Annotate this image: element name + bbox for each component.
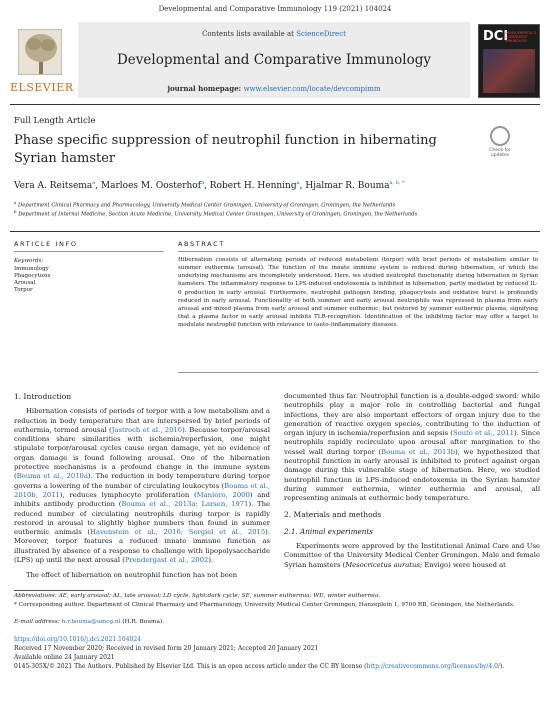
keywords-label: Keywords: [14,258,44,264]
keyword: Arousal [14,280,36,286]
text-run: Mesocricetus auratus [345,560,420,569]
journal-cover[interactable] [478,24,540,98]
left-column [14,392,270,581]
author-affiliation-marker[interactable]: a [201,180,205,186]
text-run: ) and inhibits antibody production ( [14,490,271,509]
citation-link[interactable]: Bouma et al., 2010b, 2011 [14,481,270,499]
affiliation-text: Department Clinical Pharmacy and Pharmacology, University Medical Center Groningen, University of Groningen, Groningen, the Netherlands [18,202,396,209]
cover-subtitle: DEVELOPMENTAL & COMPARATIVE IMMUNOLOGY [505,31,537,43]
contents-prefix: Contents lists available at [202,30,297,38]
author-name[interactable]: Robert H. Henning [209,181,297,191]
citation-link[interactable]: Maniero, 2000 [196,490,250,499]
received-dates: Received 17 November 2020; Received in revised form 20 January 2021; Accepted 20 January 2021 [14,645,319,652]
text-run: ), reduces lymphocyte proliferation ( [59,490,197,499]
publisher-logo[interactable] [10,27,74,97]
abbreviations-footnote [14,593,540,601]
check-updates-label: Check for updates [489,148,511,158]
keyword: Phagocytosis [14,273,51,279]
author-affiliation-marker[interactable]: a [296,180,300,186]
doi-text[interactable]: https://doi.org/10.1016/j.dci.2021.104024 [14,636,142,643]
text-run: ). Because torpor/arousal conditions share similarities with ischemia/reperfusion, one might stipulate torpor/arousal cycles cause organ damage, yet no evidence of organ damage is found following arousal. One of the hibernation protective mechanisms is a profound change in the immune system ( [14,425,270,481]
copyright-line [14,663,540,671]
article-info-heading: ARTICLE INFO [14,240,78,248]
cover-logo: DCI [483,29,509,44]
front-matter-rule [10,231,540,232]
author-affiliation-marker[interactable]: a, b, * [389,180,405,186]
journal-masthead [10,22,540,102]
citation-link[interactable]: Bouma et al., 2013b [381,447,456,456]
article-type: Full Length Article [14,116,96,126]
email-label: E-mail address: [14,619,62,625]
subsection-heading-animal-experiments: 2.1. Animal experiments [284,526,373,536]
email-suffix: (H.R. Bouma). [120,619,165,625]
citation-link[interactable]: Bouma et al., 2013a; Larsen, 1971 [121,500,249,509]
homepage-label: journal homepage: [167,84,244,93]
license-link[interactable]: http://creativecommons.org/licenses/by/4.0/ [366,663,501,670]
text-run: documented thus far. Neutrophil function is a double-edged sword: while neutrophils play a major role in controlling bacterial and fungal infections, they are also important effectors of organ injury due to the generation of reactive oxygen species, contributing to the induction of organ injury in ischemia/reperfusion and sepsis ( [284,392,540,438]
publisher-name: ELSEVIER [10,81,74,94]
body-paragraph [284,392,540,504]
section-heading-methods: 2. Materials and methods [284,509,382,519]
keyword: Immunology [14,266,49,272]
text-run: ). [208,556,214,565]
sciencedirect-link[interactable]: ScienceDirect [296,30,346,38]
section-heading-introduction: 1. Introduction [14,392,72,401]
abbreviations-text: Abbreviations: AE, early arousal; AL, late arousal; LD cycle, light:dark cycle; SE, summer euthermia; WE, winter euthermia. [14,593,381,599]
elsevier-tree-icon [18,29,62,75]
doi-link[interactable] [14,636,540,644]
text-run: ), we hypothesized that neutrophil function in early arousal is inhibited to protect against organ damage during this vulnerable stage of hibernation. Here, we studied neutrophil function in LPS-induced endotoxemia in the Syrian hamster during summer euthermia, winter euthermia and arousal, all representing animals at euthermic body temperature. [284,447,540,503]
journal-title[interactable]: Developmental and Comparative Immunology [116,52,432,68]
article-info-rule [14,251,164,252]
copyright-suffix: ). [500,663,505,670]
author-list: Vera A. Reitsema$^a$, Marloes M. Oosterhof$^a$, Robert H. Henning$^a$, Hjalmar R. Bouma$^{a, b, *}$ [14,180,405,191]
corresponding-footnote: * Corresponding author. Department of Clinical Pharmacy and Pharmacology, University Medical Center Groningen, Hanzeplein 1, 9700 RB, Groningen, the Netherlands. [14,602,515,608]
cover-image [483,49,535,93]
text-run: ). Since neutrophils rapidly recirculate upon arousal after margination to the vessel wall during torpor ( [284,429,540,456]
check-updates-badge[interactable] [482,126,518,164]
author-name[interactable]: Vera A. Reitsema [14,181,93,191]
check-updates-icon [490,126,510,146]
citation-link[interactable]: Prendergast et al., 2002 [124,556,209,565]
copyright-text: 0145-305X/© 2021 The Authors. Published by Elsevier Ltd. This is an open access article under the CC BY license ( [14,663,367,670]
email-link[interactable]: h.r.bouma@umcg.nl [61,619,121,625]
right-column [284,392,540,570]
author-name[interactable]: Hjalmar R. Bouma [305,181,390,191]
abstract-text: Hibernation consists of alternating periods of reduced metabolism (torpor) with brief periods of metabolism similar to summer euthermia (arousal). The function of the innate immune system is reduced during hibernation, of which the underlying mechanisms are incompletely understood. Here, we studied neutrophil functionality during hibernation in Syrian hamsters. The inflammatory response to LPS-induced endotoxemia is inhibited in hibernation, partly mediated by reduced IL-6 production in early arousal. Furthermore, neutrophil pathogen binding, phagocytosis and oxidative burst is profoundly reduced in early arousal. Functionality of both summer and early arousal neutrophils was repressed in plasma from early arousal and mixed plasma from early arousal and summer euthermic, but restored by summer euthermic plasma, signifying that a plasma factor in early arousal inhibits TLR-recognition. Identification of the inhibiting factor may offer a target to modulate neutrophil function with relevance to (auto-)inflammatory diseases. [178,257,538,329]
homepage-link[interactable]: www.elsevier.com/locate/devcompimm [243,85,381,93]
keyword: Torpor [14,287,33,293]
citation-link[interactable]: Havenstein et al., 2016; Sergiel et al., 2015 [90,528,266,537]
text-run: ). The reduction in body temperature during torpor governs a lowering of the number of circulating leukocytes ( [14,472,270,490]
affiliation-text: Department of Internal Medicine, Section Acute Medicine, University Medical Center Groningen, University of Groningen, Groningen, the Netherlands [18,211,418,218]
affiliation [14,209,534,218]
affiliation-marker: b [14,209,17,214]
citation-link[interactable]: Bouma et al., 2010a [16,472,88,481]
citation-link[interactable]: Jastroch et al., 2016 [111,425,183,434]
article-title: Phase specific suppression of neutrophil function in hibernating Syrian hamster [14,133,437,166]
intro-paragraph: The effect of hibernation on neutrophil function has not been [26,571,238,580]
journal-banner [78,22,470,98]
abstract-heading: ABSTRACT [178,240,225,248]
text-run: ). The reduced number of circulating neutrophils during torpor is rapidly restored in arousal to slightly higher numbers than found in summer euthermic animals ( [14,500,270,537]
email-footnote [14,619,540,627]
journal-homepage [78,84,470,93]
abstract-end-rule [178,372,538,373]
citation-link[interactable]: Souto et al., 2011 [452,429,514,438]
author-affiliation-marker[interactable]: a [92,180,96,186]
abstract-rule [178,251,538,252]
running-header: Developmental and Comparative Immunology 119 (2021) 104024 [158,5,392,13]
footnote-rule [14,590,104,591]
affiliation [14,200,534,209]
intro-paragraph [14,407,270,565]
available-online: Available online 24 January 2021 [14,654,115,661]
affiliation-marker: a [14,200,17,205]
contents-line [78,30,470,38]
author-name[interactable]: Marloes M. Oosterhof [100,181,202,191]
header-rule [10,104,540,105]
text-run: Experiments were approved by the Institutional Animal Care and Use Committee of the University Medical Center Groningen. Male and female Syrian hamsters ( [284,542,540,569]
body-paragraph [284,542,540,570]
text-run: ; Envigo) were housed at [419,560,506,569]
text-run: Hibernation consists of periods of torpor with a low metabolism and a reduction in body temperature that are interspersed by brief periods of euthermia, termed arousal ( [14,407,270,434]
text-run: ). Moreover, torpor features a reduced innate immune function as illustrated by absence of a response to challenge with lipopolysaccharide (LPS) up until the next arousal ( [14,528,270,565]
